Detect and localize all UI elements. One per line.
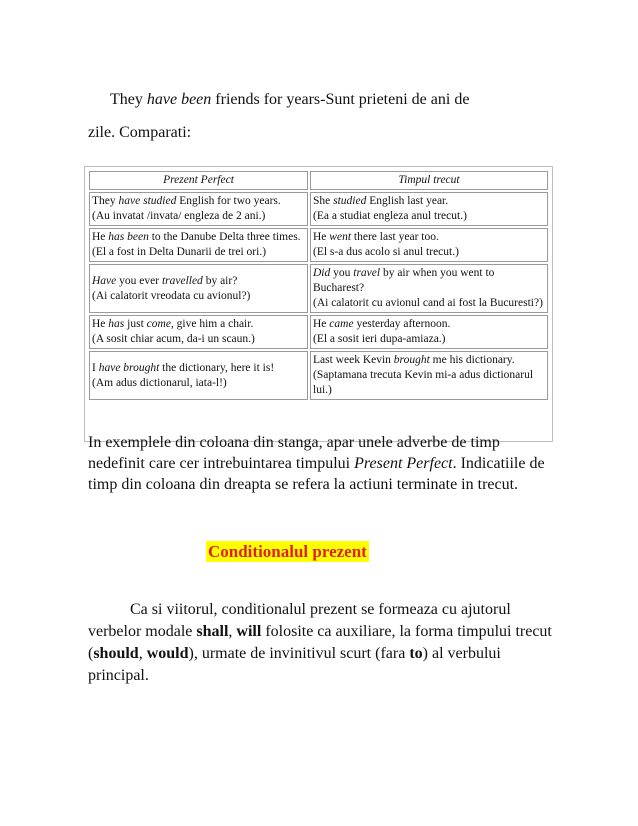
cell-past-tense	[310, 264, 548, 313]
explanation-text-c: . Indicatiile de timp din coloana din dreapta se refera la actiuni terminate in trecut.	[88, 455, 545, 493]
cell-italic-verb: travelled	[161, 274, 203, 287]
cond-text-1: Ca si viitorul, conditionalul prezent se formeaza cu ajutorul verbelor modale	[88, 601, 511, 640]
cell-text: They	[92, 195, 119, 207]
cell-text: (Saptamana trecuta Kevin mi-a adus dictionarul lui.)	[313, 369, 534, 396]
cell-present-perfect	[89, 351, 308, 400]
cell-past-tense	[310, 351, 548, 400]
cell-text: to the Danube Delta three times.	[148, 231, 301, 243]
intro-text-a: They	[110, 91, 147, 108]
cell-italic-verb: have studied	[118, 195, 177, 207]
cell-italic-verb: Did	[313, 267, 331, 279]
cell-text: there last year too.	[351, 231, 439, 243]
cell-text: yesterday afternoon.	[353, 318, 451, 330]
intro-line-1	[110, 91, 469, 109]
table-row	[89, 264, 548, 313]
explanation-paragraph	[88, 432, 558, 495]
intro-text-c: friends for years-Sunt prieteni de ani de	[211, 91, 470, 108]
table-row	[89, 228, 548, 262]
comparison-table	[84, 166, 553, 442]
cell-text: English for two years.	[176, 195, 281, 207]
cell-text: He	[92, 231, 109, 243]
section-heading	[206, 542, 369, 562]
cell-italic-verb: studied	[333, 195, 367, 207]
cond-text-3: folosite ca auxiliare, la forma timpului trecut (	[88, 623, 552, 662]
cell-text: Last week Kevin	[313, 354, 394, 366]
cell-text: you ever	[116, 274, 162, 287]
cell-text: (El a sosit ieri dupa-amiaza.)	[313, 333, 446, 345]
cell-text: by air?	[202, 274, 238, 287]
cond-text-2: ,	[228, 623, 237, 640]
intro-line-2: zile. Comparati:	[88, 124, 192, 141]
cell-text: (A sosit chiar acum, da-i un scaun.)	[92, 333, 255, 345]
cell-text: (Au invatat /invata/ engleza de 2 ani.)	[92, 210, 266, 222]
cell-text: He	[92, 318, 109, 330]
table-header-row	[89, 171, 548, 190]
cell-present-perfect	[89, 228, 308, 262]
cell-text: just	[124, 318, 147, 330]
cell-text: by air when you went to Bucharest?	[313, 267, 495, 294]
cond-bold-would: would	[146, 645, 189, 662]
cell-present-perfect	[89, 192, 308, 226]
cell-text: I	[92, 361, 99, 374]
cell-past-tense	[310, 315, 548, 349]
cell-italic-verb: come	[146, 318, 171, 330]
cell-past-tense	[310, 192, 548, 226]
cell-past-tense	[310, 228, 548, 262]
cell-text: (Ai calatorit cu avionul cand ai fost la Bucuresti?)	[313, 297, 543, 309]
cond-bold-to: to	[409, 645, 423, 662]
cell-italic-verb: Have	[92, 274, 117, 287]
cell-italic-verb: went	[329, 231, 352, 243]
cell-text: (El a fost in Delta Dunarii de trei ori.)	[92, 246, 267, 258]
cond-text-5: ), urmate de invinitivul scurt (fara	[188, 645, 410, 662]
header-past-tense: Timpul trecut	[310, 171, 548, 190]
cell-text: (El s-a dus acolo si anul trecut.)	[313, 246, 459, 258]
cell-text: (Ai calatorit vreodata cu avionul?)	[92, 289, 251, 302]
cell-text: He	[313, 318, 330, 330]
cell-present-perfect	[89, 315, 308, 349]
table-row	[89, 351, 548, 400]
cell-italic-verb: came	[329, 318, 354, 330]
conditional-paragraph	[88, 599, 558, 687]
cell-text: the dictionary, here it is!	[159, 361, 275, 374]
cond-bold-will: will	[236, 623, 262, 640]
cell-italic-verb: have brought	[98, 361, 160, 374]
cond-bold-shall: shall	[196, 623, 229, 640]
cell-italic-verb: brought	[393, 354, 430, 366]
cell-present-perfect	[89, 264, 308, 313]
table-row	[89, 315, 548, 349]
cell-text: He	[313, 231, 330, 243]
cell-italic-verb: has been	[108, 231, 149, 243]
cell-text: you	[330, 267, 354, 279]
table-row	[89, 192, 548, 226]
cond-bold-should: should	[93, 645, 139, 662]
explanation-italic: Present Perfect	[354, 455, 453, 472]
header-present-perfect: Prezent Perfect	[89, 171, 308, 190]
cond-text-4: ,	[138, 645, 147, 662]
cell-italic-verb: has	[108, 318, 125, 330]
cell-text: English last year.	[366, 195, 449, 207]
intro-text-italic: have been	[146, 91, 212, 108]
cell-text: She	[313, 195, 334, 207]
cond-text-6: ) al verbului principal.	[88, 645, 501, 684]
cell-text: (Ea a studiat engleza anul trecut.)	[313, 210, 467, 222]
cell-text: me his dictionary.	[429, 354, 515, 366]
cell-text: (Am adus dictionarul, iata-l!)	[92, 376, 227, 389]
cell-text: , give him a chair.	[170, 318, 254, 330]
explanation-text-a: In exemplele din coloana din stanga, apar unele adverbe de timp nedefinit care cer intrebuintarea timpului	[88, 434, 500, 472]
heading-text: Conditionalul prezent	[208, 542, 367, 561]
cell-italic-verb: travel	[353, 267, 381, 279]
